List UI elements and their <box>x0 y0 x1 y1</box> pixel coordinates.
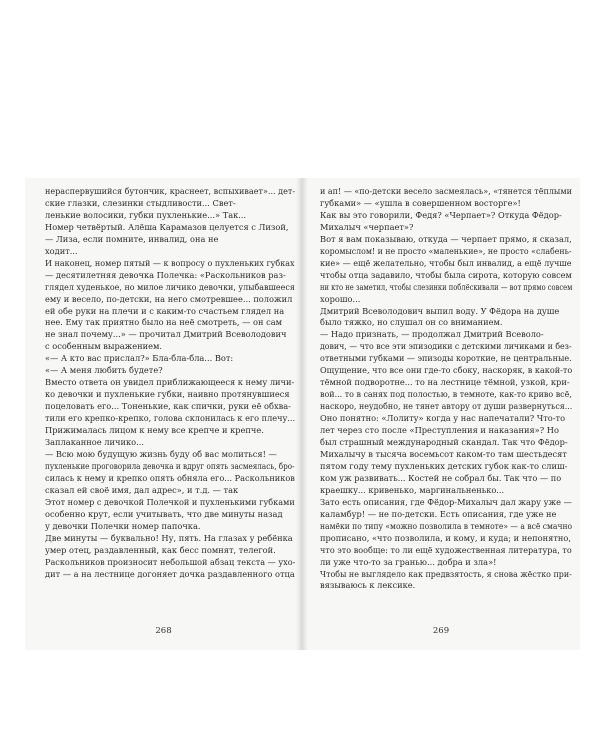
left-page <box>25 178 302 650</box>
text-line: у девочки Полечки номер папочка. <box>45 520 201 531</box>
book-gutter <box>296 178 308 650</box>
text-line: Чтобы не выглядело как предвзятость, я снова жёстко при- <box>320 568 572 579</box>
text-line: намёки по типу «можно позволила в темноте» — а всё смачно <box>320 520 573 531</box>
text-line: дович, — что все эти эпизодики с детскими личиками и без- <box>320 341 572 352</box>
text-line: ли уже что-то за гранью... добра и зла»! <box>320 556 497 567</box>
text-line: и ап! — «по-детски весело засмеялась», «тянется тёплыми <box>320 186 572 196</box>
text-line: вой... то в санях под полостью, в темноте, как-то криво всё, <box>320 389 572 400</box>
text-line: коромыслом! и не просто «маленькие», не просто «слабень- <box>320 245 572 256</box>
text-line: что это вообще: то ли ещё художественная литература, то <box>320 544 572 555</box>
text-line: пухленькие проговорила девочка и вдруг опять засмеялась, бро- <box>45 460 295 471</box>
text-line: Заплаканное личико... <box>45 437 144 448</box>
text-line: наскоро, неудобно, не тянет автору от души развернуться... <box>320 401 573 412</box>
text-line: пятом году тему пухленьких детских губок как-то слиш- <box>320 460 568 471</box>
text-line: тили его крепко-крепко, голова склонилась к его плечу... <box>45 413 296 424</box>
text-line: Ощущение, что все они где-то сбоку, наскоряк, в какой-то <box>320 365 573 376</box>
text-line: «— А меня любить будете? <box>45 365 163 376</box>
text-line: И наконец, номер пятый — к вопросу о пухленьких губках <box>45 257 295 268</box>
text-line: Этот номер с девочкой Полечкой и пухленькими губками <box>45 496 295 507</box>
text-line: — Надо признать, — продолжал Дмитрий Всеволо- <box>320 329 544 340</box>
text-line: губками» — «ушла в совершенном восторге»! <box>320 197 521 208</box>
text-line: ленькие волосики, губки пухленькие...» Так... <box>45 209 247 220</box>
text-line: ни кто не заметил, чтобы слезинки поблёскивали — вот прямо совсем <box>320 281 573 292</box>
text-line: Вместо ответа он увидел приближающееся к нему личи- <box>45 377 295 388</box>
text-line: поцеловать его... Тоненькие, как спички, руки её обхва- <box>45 401 291 412</box>
text-line: Раскольников произносит небольшой абзац текста — ухо- <box>45 556 296 567</box>
text-line: Две минуты — буквально! Ну, пять. На глазах у ребёнка <box>45 532 293 543</box>
text-line: краешку... кривенько, маргинальненько... <box>320 484 505 495</box>
text-line: прописано, «что позволила, и кому, и куда; и непонятно, <box>320 532 571 543</box>
text-line: глядел худенькое, но милое личико девочки, улыбавшееся <box>45 281 295 292</box>
text-line: Оно понятно: «Лолиту» когда у нас напечатали? Что-то <box>320 413 566 424</box>
text-line: умер отец, раздавленный, как бесс помнят, телегой. <box>45 544 276 555</box>
text-line: особенно крут, если учитывать, что две минуты назад <box>45 508 283 519</box>
text-line: «— А кто вас прислал?» Бла-бла-бла... Вот: <box>45 353 234 364</box>
left-page-text <box>45 186 295 580</box>
text-line: ей обе руки на плечи и с каким-то счастьем глядел на <box>45 305 285 316</box>
text-line: тёмной подворотне... то на лестнице тёмной, узкой, кри- <box>320 377 570 388</box>
text-line: ему и весело, по-детски, на него смотревшее... положил <box>45 293 293 304</box>
left-page-number: 268 <box>155 626 172 636</box>
text-line: — десятилетняя девочка Полечка: «Раскольников раз- <box>45 269 286 280</box>
text-line: вязываюсь к лексике. <box>320 580 416 591</box>
text-line: — Всю мою будущую жизнь буду об вас молиться! — <box>45 448 277 459</box>
text-line: Михалычу в тысяча восемьсот каком-то там шестьдесят <box>320 448 567 459</box>
text-line: сказал ей своё имя, дал адрес», и т.д. — так <box>45 484 239 495</box>
text-line: чтобы отца задавило, чтобы была сирота, которую совсем <box>320 269 572 280</box>
text-line: Дмитрий Всеволодович выпил воду. У Фёдора на душе <box>320 305 560 316</box>
text-line: ко девочки и пухленькие губки, наивно протянувшиеся <box>45 389 290 400</box>
text-line: ходит... <box>45 245 78 256</box>
text-line: ответными губками — эпизоды короткие, не центральные. <box>320 353 572 364</box>
text-line: лет через сто после «Преступления и наказания»? Но <box>320 425 559 436</box>
text-line: Как вы это говорили, Федя? «Черпает»? Откуда Фёдор- <box>320 209 562 220</box>
text-line: Зато есть описания, где Фёдор-Михалыч дал жару уже — <box>320 496 572 507</box>
text-line: ком уж развивать... Костей не собрал бы. Так что — по <box>320 472 562 483</box>
text-line: — Лиза, если помните, инвалид, она не <box>45 233 219 244</box>
text-line: каламбур! — не по-детски. Есть описания, где уже не <box>320 508 557 519</box>
text-line: Номер четвёртый. Алёша Карамазов целуется с Лизой, <box>45 221 289 232</box>
text-line: ские глазки, слезинки стыдливости... Свет- <box>45 197 236 208</box>
text-line: не знал почему...» — прочитал Дмитрий Всеволодович <box>45 329 287 340</box>
right-page <box>302 178 580 650</box>
text-line: Михалыч «черпает»? <box>320 221 414 232</box>
text-line: был страшный международный скандал. Так что Фёдор- <box>320 437 568 448</box>
text-line: силась к нему и крепко опять обняла его... Раскольников <box>45 472 295 483</box>
text-line: Прижималась лицом к нему все крепче и крепче. <box>45 425 264 436</box>
text-line: кие» — ещё желательно, чтобы был инвалид, а ещё лучше <box>320 257 572 268</box>
text-line: дит — а на лестнице догоняет дочка раздавленного отца <box>45 568 295 579</box>
text-line: Вот я вам показываю, откуда — черпает прямо, я сказал, <box>320 233 572 244</box>
right-page-number: 269 <box>432 626 450 636</box>
text-line: с особенным выражением. <box>45 341 163 352</box>
text-line: нераспервушийся бутончик, краснеет, вспыхивает»... дет- <box>45 186 296 196</box>
text-line: хорошо... <box>320 293 361 304</box>
text-line: было тяжко, но слушал он со вниманием. <box>320 317 503 328</box>
right-page-text <box>320 186 572 592</box>
text-line: нее. Ему так приятно было на неё смотреть, — он сам <box>45 317 283 328</box>
